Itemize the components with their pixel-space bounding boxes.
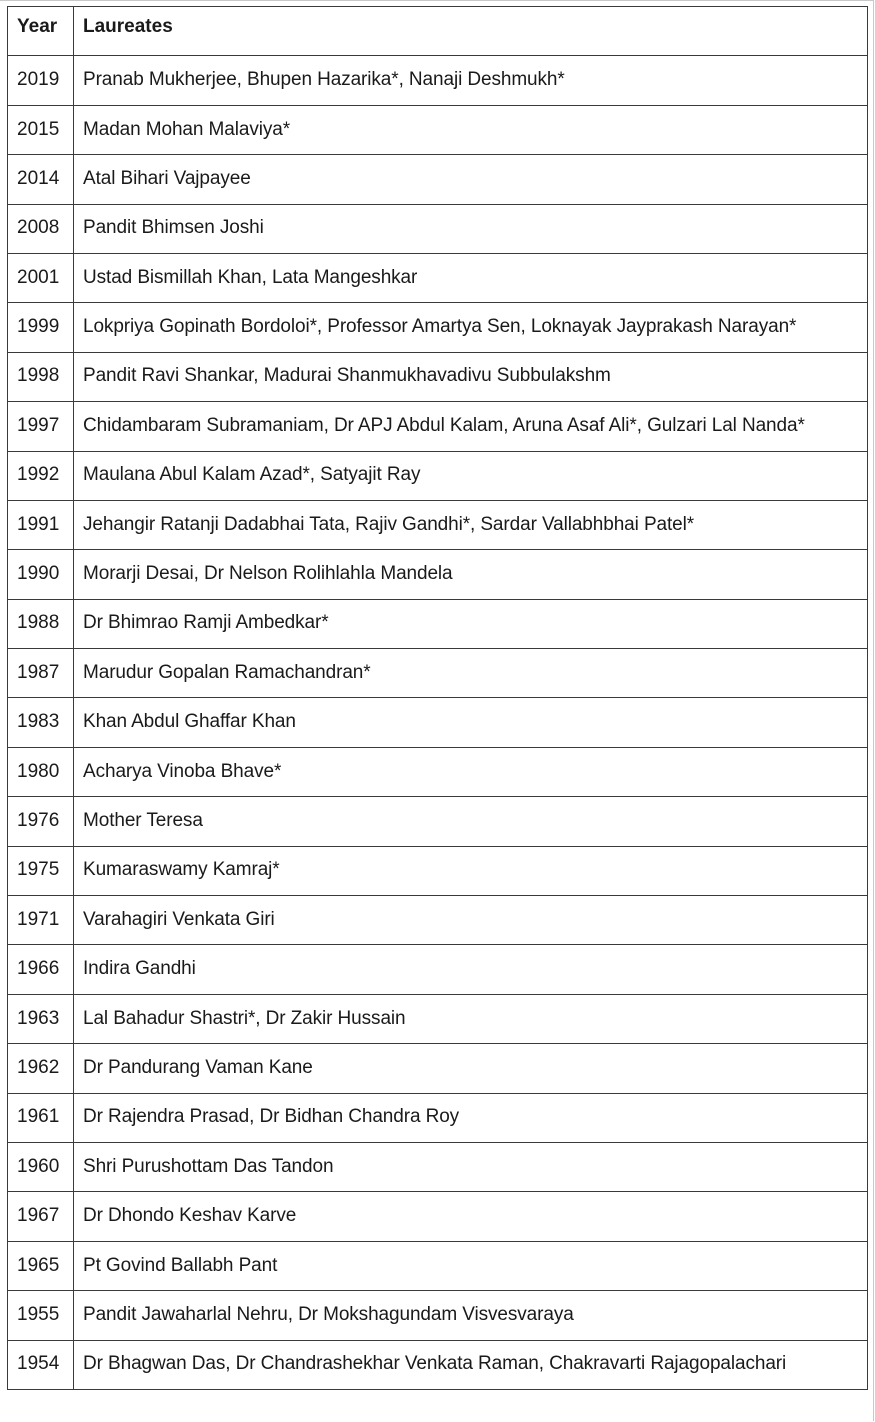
laureates-cell: Madan Mohan Malaviya* <box>74 105 868 154</box>
table-row <box>8 204 868 253</box>
year-cell: 1988 <box>8 599 74 648</box>
year-cell: 1983 <box>8 698 74 747</box>
laureates-cell: Pandit Bhimsen Joshi <box>74 204 868 253</box>
year-cell: 1954 <box>8 1340 74 1389</box>
laureates-cell: Maulana Abul Kalam Azad*, Satyajit Ray <box>74 451 868 500</box>
table-row <box>8 1340 868 1389</box>
laureates-cell: Indira Gandhi <box>74 945 868 994</box>
year-cell: 1967 <box>8 1192 74 1241</box>
laureates-column-header: Laureates <box>74 7 868 56</box>
year-cell: 1980 <box>8 747 74 796</box>
year-cell: 1965 <box>8 1241 74 1290</box>
laureates-cell: Jehangir Ratanji Dadabhai Tata, Rajiv Gandhi*, Sardar Vallabhbhai Patel* <box>74 500 868 549</box>
table-row <box>8 550 868 599</box>
laureates-cell: Dr Pandurang Vaman Kane <box>74 1044 868 1093</box>
laureates-cell: Atal Bihari Vajpayee <box>74 155 868 204</box>
laureates-cell: Pt Govind Ballabh Pant <box>74 1241 868 1290</box>
table-row <box>8 698 868 747</box>
year-cell: 1997 <box>8 402 74 451</box>
table-header <box>8 7 868 56</box>
table-row <box>8 945 868 994</box>
table-row <box>8 352 868 401</box>
table-row <box>8 747 868 796</box>
laureates-cell: Acharya Vinoba Bhave* <box>74 747 868 796</box>
year-cell: 2008 <box>8 204 74 253</box>
table-row <box>8 1093 868 1142</box>
laureates-cell: Mother Teresa <box>74 797 868 846</box>
laureates-cell: Varahagiri Venkata Giri <box>74 896 868 945</box>
laureates-cell: Dr Bhimrao Ramji Ambedkar* <box>74 599 868 648</box>
year-cell: 1971 <box>8 896 74 945</box>
year-cell: 1991 <box>8 500 74 549</box>
laureates-cell: Khan Abdul Ghaffar Khan <box>74 698 868 747</box>
table-row <box>8 846 868 895</box>
year-cell: 1963 <box>8 994 74 1043</box>
year-cell: 1966 <box>8 945 74 994</box>
year-column-header: Year <box>8 7 74 56</box>
laureates-cell: Kumaraswamy Kamraj* <box>74 846 868 895</box>
year-cell: 1999 <box>8 303 74 352</box>
table-row <box>8 896 868 945</box>
laureates-cell: Chidambaram Subramaniam, Dr APJ Abdul Kalam, Aruna Asaf Ali*, Gulzari Lal Nanda* <box>74 402 868 451</box>
year-cell: 1975 <box>8 846 74 895</box>
laureates-cell: Dr Bhagwan Das, Dr Chandrashekhar Venkata Raman, Chakravarti Rajagopalachari <box>74 1340 868 1389</box>
laureates-cell: Morarji Desai, Dr Nelson Rolihlahla Mandela <box>74 550 868 599</box>
year-cell: 1976 <box>8 797 74 846</box>
year-cell: 1987 <box>8 649 74 698</box>
laureates-cell: Lokpriya Gopinath Bordoloi*, Professor Amartya Sen, Loknayak Jayprakash Narayan* <box>74 303 868 352</box>
year-cell: 1990 <box>8 550 74 599</box>
laureates-cell: Dr Dhondo Keshav Karve <box>74 1192 868 1241</box>
table-row <box>8 155 868 204</box>
table-body <box>8 56 868 1390</box>
table-row <box>8 994 868 1043</box>
year-cell: 2019 <box>8 56 74 105</box>
table-row <box>8 105 868 154</box>
laureates-cell: Shri Purushottam Das Tandon <box>74 1142 868 1191</box>
laureates-cell: Pranab Mukherjee, Bhupen Hazarika*, Nanaji Deshmukh* <box>74 56 868 105</box>
year-cell: 1961 <box>8 1093 74 1142</box>
table-row <box>8 1142 868 1191</box>
table-row <box>8 1291 868 1340</box>
table-row <box>8 56 868 105</box>
table-row <box>8 500 868 549</box>
year-cell: 1992 <box>8 451 74 500</box>
laureates-cell: Dr Rajendra Prasad, Dr Bidhan Chandra Roy <box>74 1093 868 1142</box>
laureates-cell: Marudur Gopalan Ramachandran* <box>74 649 868 698</box>
year-cell: 2001 <box>8 253 74 302</box>
year-cell: 2015 <box>8 105 74 154</box>
laureates-cell: Pandit Ravi Shankar, Madurai Shanmukhavadivu Subbulakshm <box>74 352 868 401</box>
laureates-cell: Pandit Jawaharlal Nehru, Dr Mokshagundam Visvesvaraya <box>74 1291 868 1340</box>
laureates-cell: Lal Bahadur Shastri*, Dr Zakir Hussain <box>74 994 868 1043</box>
table-row <box>8 1192 868 1241</box>
table-row <box>8 1241 868 1290</box>
year-cell: 1998 <box>8 352 74 401</box>
table-row <box>8 1044 868 1093</box>
header-row <box>8 7 868 56</box>
year-cell: 1962 <box>8 1044 74 1093</box>
year-cell: 1955 <box>8 1291 74 1340</box>
year-cell: 2014 <box>8 155 74 204</box>
table-row <box>8 451 868 500</box>
table-row <box>8 303 868 352</box>
laureates-table <box>7 6 868 1390</box>
table-row <box>8 402 868 451</box>
table-row <box>8 253 868 302</box>
table-row <box>8 599 868 648</box>
table-row <box>8 797 868 846</box>
year-cell: 1960 <box>8 1142 74 1191</box>
laureates-cell: Ustad Bismillah Khan, Lata Mangeshkar <box>74 253 868 302</box>
table-row <box>8 649 868 698</box>
